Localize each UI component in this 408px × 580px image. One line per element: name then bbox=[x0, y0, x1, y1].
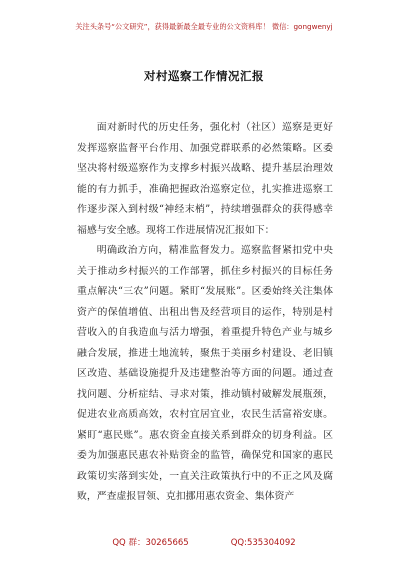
footer-contact bbox=[0, 536, 408, 548]
document-title: 对村巡察工作情况汇报 bbox=[144, 69, 264, 83]
footer-qq-group: QQ 群：30265665 bbox=[112, 538, 189, 548]
document-body bbox=[77, 118, 333, 508]
body-paragraph: 明确政治方向，精准监督发力。巡察监督紧扣党中央关于推动乡村振兴的工作部署，抓住乡村振兴的目标任务重点解决“三农”问题。紧盯“发展账”。区委始终关注集体资产的保值增值、出租出售及经营项目的运作，特别是村营收入的自我造血与活力增强，着重提升特色产业与城乡融合发展，推进土地流转，聚焦于美丽乡村建设、老旧镇区改造、基础设施提升及违建整治等方面的问题。通过查找问题、分析症结、寻求对策，推动镇村破解发展瓶颈，促进农业高质高效，农村宜居宜业，农民生活富裕安康。紧盯“惠民账”。惠农资金直接关系到群众的切身利益。区委为加强惠民惠农补贴资金的监管，确保党和国家的惠民政策切实落到实处，一直关注政策执行中的不正之风及腐败，严查虚报冒领、克扣挪用惠农资金、集体资产 bbox=[77, 245, 333, 502]
header-promo-note: 关注头条号“公文研究”，获得最新最全最专业的公文资料库！ 微信：gongwenyj bbox=[75, 22, 333, 31]
body-paragraph: 面对新时代的历史任务，强化村（社区）巡察是更好发挥巡察监督平台作用、加强党群联系的必然策略。区委坚决将村级巡察作为支撑乡村振兴战略、提升基层治理效能的有力抓手，准确把握政治巡察定位，扎实推进巡察工作逐步深入到村级“神经末梢”，持续增强群众的获得感幸福感与安全感。现将工作进展情况汇报如下： bbox=[77, 122, 333, 236]
footer-qq-number: QQ:535304092 bbox=[230, 538, 296, 548]
